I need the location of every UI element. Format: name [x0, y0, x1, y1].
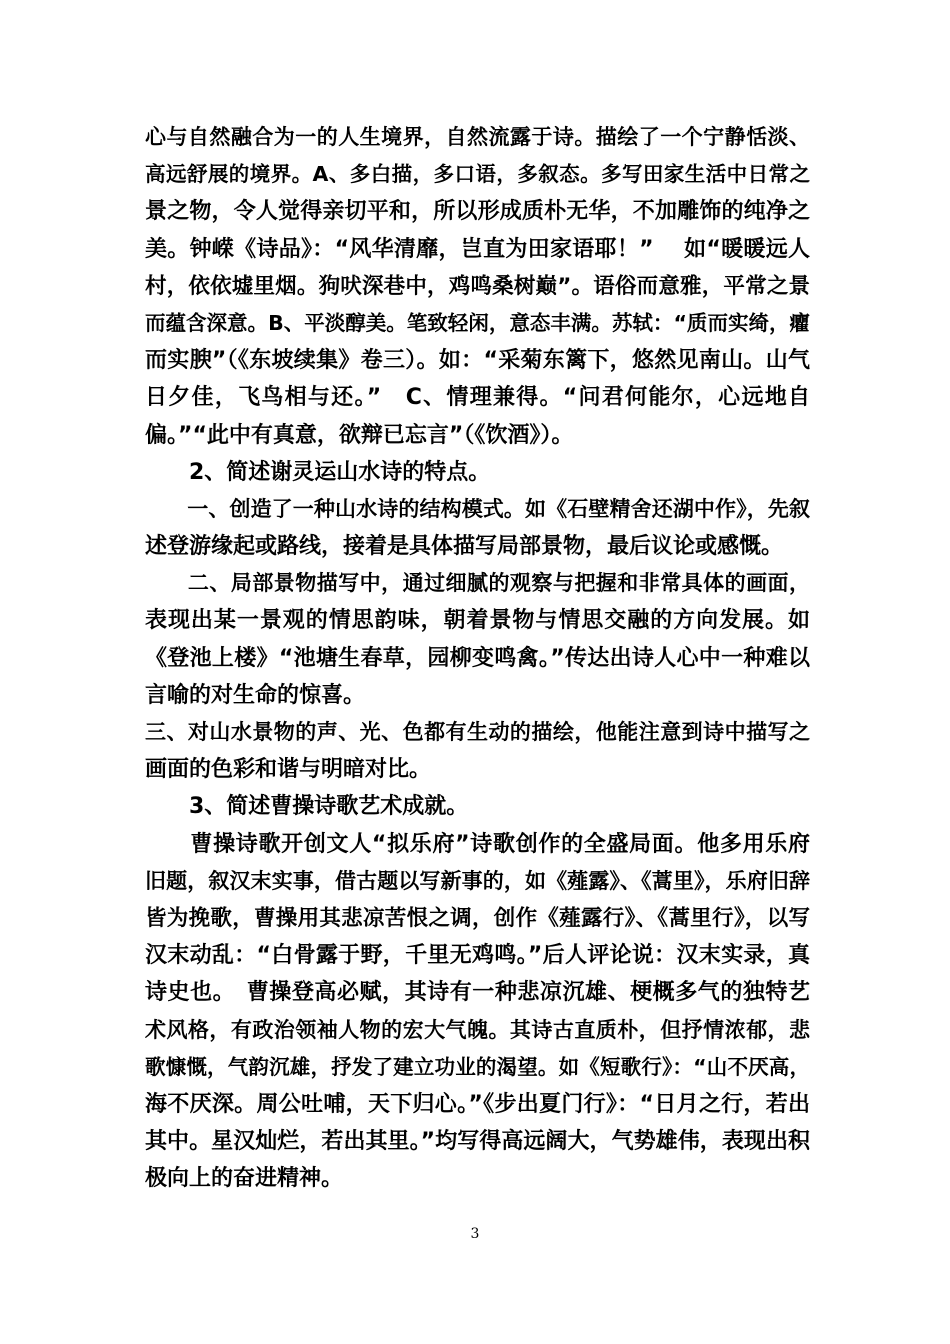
text-line: 汉末动乱：“白骨露于野，千里无鸡鸣。”后人评论说：汉末实录，真 [145, 943, 810, 969]
text-line: 诗史也。 曹操登高必赋，其诗有一种悲凉沉雄、梗概多气的独特艺 [145, 980, 810, 1006]
text-line: 曹操诗歌开创文人“拟乐府”诗歌创作的全盛局面。他多用乐府 [145, 831, 810, 857]
text-line: 心与自然融合为一的人生境界，自然流露于诗。描绘了一个宁静恬淡、 [145, 125, 810, 149]
text-line: 《登池上楼》“池塘生春草，园柳变鸣禽。”传达出诗人心中一种难以 [145, 645, 810, 671]
text-line: 而实腴”（《东坡续集》卷三）。如：“采菊东篱下，悠然见南山。山气 [145, 348, 810, 374]
text-line: 其中。星汉灿烂，若出其里。”均写得高远阔大，气势雄伟，表现出积 [145, 1129, 810, 1155]
text-line: 而蕴含深意。B、平淡醇美。笔致轻闲，意态丰满。苏轼：“质而实绮，癯 [145, 310, 810, 335]
text-line: 言喻的对生命的惊喜。 [145, 682, 366, 708]
text-line: 歌慷慨，气韵沉雄，抒发了建立功业的渴望。如《短歌行》：“山不厌高， [145, 1054, 810, 1079]
text-line: 述登游缘起或路线，接着是具体描写局部景物，最后议论或感慨。 [145, 534, 784, 560]
text-line: 2、简述谢灵运山水诗的特点。 [145, 459, 491, 485]
text-line: 三、对山水景物的声、光、色都有生动的描绘，他能注意到诗中描写之 [145, 720, 810, 744]
text-line: 高远舒展的境界。A、多白描，多口语，多叙态。多写田家生活中日常之 [145, 162, 810, 187]
text-line: 极向上的奋进精神。 [145, 1166, 344, 1192]
text-line: 景之物，令人觉得亲切平和，所以形成质朴无华，不加雕饰的纯净之 [145, 199, 810, 225]
text-line: 皆为挽歌，曹操用其悲凉苦恨之调，创作《薤露行》、《蒿里行》，以写 [145, 905, 810, 931]
text-line: 画面的色彩和谐与明暗对比。 [145, 757, 432, 783]
page-number: 3 [470, 1226, 480, 1242]
document-body [145, 119, 810, 1197]
text-line: 美。钟嵘《诗品》：“风华清靡，岂直为田家语耶！” 如“暖暖远人 [145, 236, 810, 262]
text-line: 旧题，叙汉末实事，借古题以写新事的，如《薤露》、《蒿里》，乐府旧辞 [145, 868, 810, 893]
text-line: 偏。”“此中有真意，欲辩已忘言”（《饮酒》）。 [145, 422, 574, 448]
text-line: 海不厌深。周公吐哺，天下归心。”《步出夏门行》：“日月之行，若出 [145, 1091, 810, 1117]
text-line: 二、局部景物描写中，通过细腻的观察与把握和非常具体的画面， [145, 571, 810, 596]
text-line: 表现出某一景观的情思韵味，朝着景物与情思交融的方向发展。如 [145, 608, 810, 634]
text-line: 一、创造了一种山水诗的结构模式。如《石壁精舍还湖中作》，先叙 [145, 496, 810, 521]
text-line: 日夕佳，飞鸟相与还。” C、情理兼得。“问君何能尔，心远地自 [145, 385, 810, 411]
text-line: 3、简述曹操诗歌艺术成就。 [145, 794, 469, 820]
text-line: 村，依依墟里烟。狗吠深巷中，鸡鸣桑树巅”。语俗而意雅，平常之景 [145, 273, 810, 299]
text-line: 术风格，有政治领袖人物的宏大气魄。其诗古直质朴，但抒情浓郁，悲 [145, 1017, 810, 1042]
